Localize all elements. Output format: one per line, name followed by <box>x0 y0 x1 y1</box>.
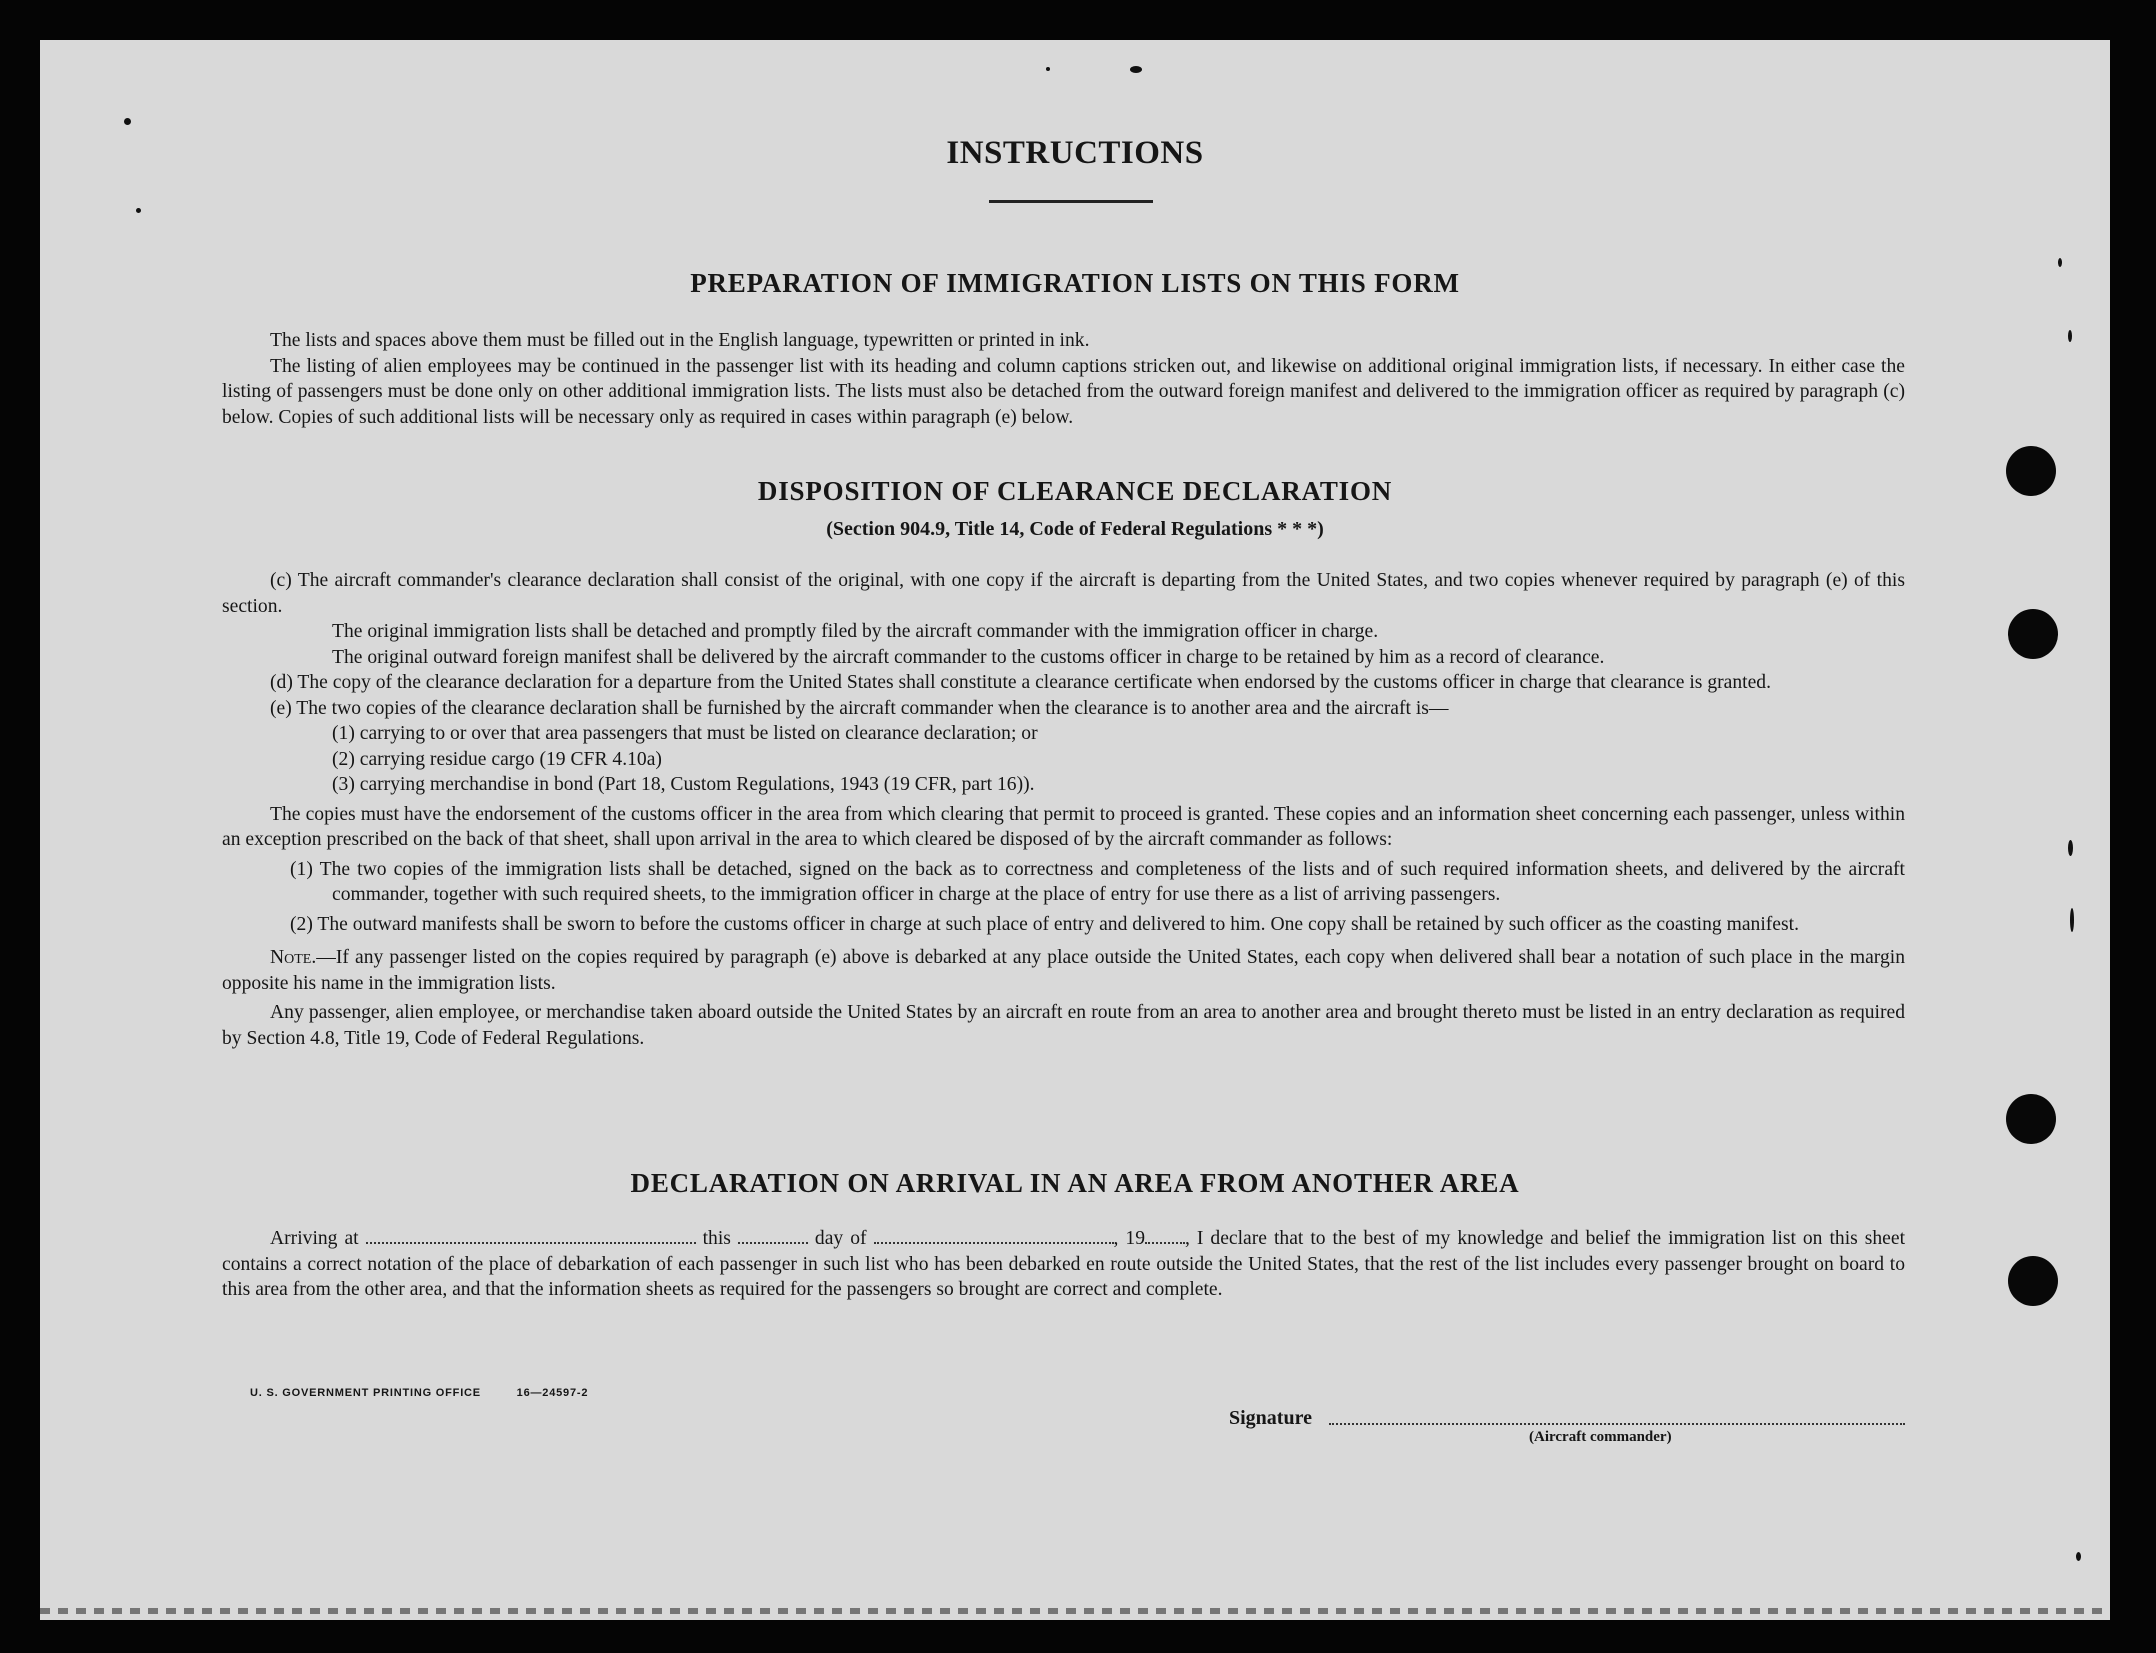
speck-mark <box>1130 66 1142 73</box>
preparation-body <box>222 288 1905 430</box>
signature-field[interactable] <box>1329 1423 1905 1425</box>
printer-imprint <box>250 1387 588 1399</box>
form-page <box>40 40 2110 1620</box>
printer-name: U. S. GOVERNMENT PRINTING OFFICE <box>250 1387 481 1399</box>
note-paragraph <box>222 945 1905 996</box>
page-edge-border <box>40 1608 2110 1614</box>
paragraph-e-item: (3) carrying merchandise in bond (Part 18, Custom Regulations, 1943 (19 CFR, part 16)). <box>332 774 1035 795</box>
preparation-heading: PREPARATION OF IMMIGRATION LISTS ON THIS FORM <box>690 268 1460 298</box>
paragraph-c: (c) The aircraft commander's clearance declaration shall consist of the original, with one copy if the aircraft is departing from the United States, and two copies whenever required by paragraph (e) of this section. <box>222 570 1905 617</box>
paragraph-copies: The copies must have the endorsement of the customs officer in the area from which clearing that permit to proceed is granted. These copies and an information sheet concerning each passenger, unless within an exception prescribed on the back of that sheet, shall upon arrival in the area to which cleared be disposed of by the aircraft commander as follows: <box>222 803 1905 850</box>
arrival-day-field[interactable] <box>738 1224 808 1244</box>
speck-mark <box>2058 258 2062 267</box>
page-title: INSTRUCTIONS <box>946 135 1204 171</box>
declaration-heading: DECLARATION ON ARRIVAL IN AN AREA FROM ANOTHER AREA <box>630 1168 1520 1198</box>
arrival-place-field[interactable] <box>366 1224 696 1244</box>
speck-mark <box>2070 908 2074 932</box>
speck-mark <box>2068 840 2073 856</box>
punch-hole <box>2008 1256 2058 1306</box>
year-prefix: , 19 <box>1113 1228 1146 1249</box>
note-text: —If any passenger listed on the copies required by paragraph (e) above is debarked at any place outside the United States, each copy when delivered shall bear a notation of such place in the margin opposite his name in the immigration lists. <box>222 947 1905 994</box>
disposition-body <box>222 568 1905 1051</box>
paragraph-d: (d) The copy of the clearance declaration for a departure from the United States shall constitute a clearance certificate when endorsed by the customs officer in charge that clearance is granted. <box>270 672 1771 693</box>
disposition-subheading: (Section 904.9, Title 14, Code of Federal Regulations * * *) <box>826 518 1324 540</box>
speck-mark <box>2068 330 2072 342</box>
arriving-at-label: Arriving at <box>270 1228 359 1249</box>
this-label: this <box>702 1228 731 1249</box>
preparation-paragraph-1: The lists and spaces above them must be filled out in the English language, typewritten or printed in ink. <box>270 330 1090 351</box>
paragraph-c-original-manifest: The original outward foreign manifest shall be delivered by the aircraft commander to the customs officer in charge to be retained by him as a record of clearance. <box>332 646 1605 668</box>
any-passenger-paragraph: Any passenger, alien employee, or merchandise taken aboard outside the United States by an aircraft en route from an area to another area and brought thereto must be listed in an entry declaration as required by Section 4.8, Title 19, Code of Federal Regulations. <box>222 1002 1905 1049</box>
note-label: Note. <box>270 947 317 968</box>
follows-item: (1) The two copies of the immigration lists shall be detached, signed on the back as to correctness and completeness of the lists and of such required information sheets, and delivered by the aircraft commander, together with such required sheets, to the immigration officer in charge at the place of entry for use there as a list of arriving passengers. <box>290 858 1905 905</box>
speck-mark <box>1046 67 1050 71</box>
punch-hole <box>2006 446 2056 496</box>
declaration-paragraph <box>222 1224 1905 1303</box>
arrival-year-field[interactable] <box>1145 1224 1185 1244</box>
disposition-heading: DISPOSITION OF CLEARANCE DECLARATION <box>757 476 1393 506</box>
speck-mark <box>136 208 141 213</box>
title-underline <box>989 200 1153 203</box>
signature-label: Signature <box>1229 1407 1312 1429</box>
preparation-paragraph-2: The listing of alien employees may be continued in the passenger list with its heading and column captions stricken out, and likewise on additional original immigration lists, if necessary. In either case the listing of passengers must be done only on other additional immigration lists. The lists must also be detached from the outward foreign manifest and delivered to the immigration officer as required by paragraph (c) below. Copies of such additional lists will be necessary only as required in cases within paragraph (e) below. <box>222 355 1905 428</box>
follows-item: (2) The outward manifests shall be sworn to before the customs officer in charge at such place of entry and delivered to him. One copy shall be retained by such officer as the coasting manifest. <box>290 913 1799 935</box>
paragraph-e: (e) The two copies of the clearance declaration shall be furnished by the aircraft commander when the clearance is to another area and the aircraft is— <box>270 697 1449 719</box>
paragraph-e-item: (2) carrying residue cargo (19 CFR 4.10a) <box>332 748 662 770</box>
signature-caption: (Aircraft commander) <box>1529 1429 1672 1445</box>
declaration-body <box>222 1224 1905 1303</box>
speck-mark <box>124 118 131 125</box>
paragraph-e-item: (1) carrying to or over that area passengers that must be listed on clearance declaration; or <box>332 723 1038 744</box>
punch-hole <box>2006 1094 2056 1144</box>
punch-hole <box>2008 609 2058 659</box>
form-code: 16—24597-2 <box>516 1387 589 1399</box>
arrival-month-field[interactable] <box>874 1224 1114 1244</box>
paragraph-c-original-lists: The original immigration lists shall be detached and promptly filed by the aircraft commander with the immigration officer in charge. <box>332 621 1379 642</box>
declaration-statement: , I declare that to the best of my knowledge and belief the immigration list on this sheet contains a correct notation of the place of debarkation of each passenger in such list who has been debarked en route outside the United States, that the rest of the list includes every passenger brought on board to this area from the other area, and that the information sheets as required for the passengers so brought are correct and complete. <box>222 1228 1906 1300</box>
speck-mark <box>2076 1552 2081 1561</box>
day-of-label: day of <box>814 1228 867 1249</box>
